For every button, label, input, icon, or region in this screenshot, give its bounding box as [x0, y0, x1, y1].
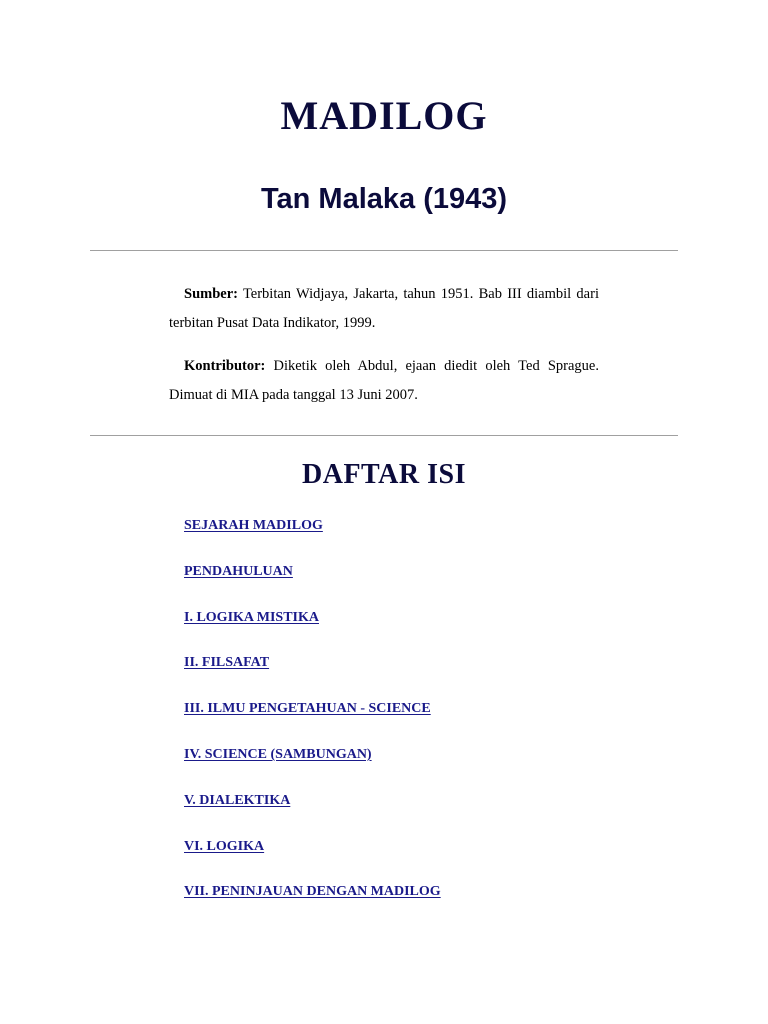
toc-link-science-sambungan[interactable]: IV. SCIENCE (SAMBUNGAN) — [184, 746, 372, 762]
source-text: Terbitan Widjaya, Jakarta, tahun 1951. Bab III diambil dari terbitan Pusat Data Indikator, 1999. — [169, 286, 599, 331]
toc-link-logika[interactable]: VI. LOGIKA — [184, 838, 265, 854]
toc-heading: DAFTAR ISI — [302, 459, 466, 490]
toc-item — [184, 653, 441, 699]
source-paragraph — [169, 280, 599, 337]
toc-link-sejarah-madilog[interactable]: SEJARAH MADILOG — [184, 518, 323, 533]
contributor-label: Kontributor: — [184, 358, 266, 374]
toc-item — [184, 745, 441, 791]
toc-item — [184, 791, 441, 837]
contributor-text: Diketik oleh Abdul, ejaan diedit oleh Ted Sprague. Dimuat di MIA pada tanggal 13 Juni 2007. — [169, 358, 599, 403]
toc-link-ilmu-pengetahuan[interactable]: III. ILMU PENGETAHUAN - SCIENCE — [184, 701, 431, 717]
toc-item — [184, 562, 441, 608]
top-divider — [90, 250, 678, 251]
toc-item — [184, 699, 441, 745]
toc-list — [184, 516, 441, 928]
toc-item — [184, 882, 441, 928]
toc-link-pendahuluan[interactable]: PENDAHULUAN — [184, 563, 293, 579]
page-title: MADILOG — [280, 93, 488, 138]
toc-link-filsafat[interactable]: II. FILSAFAT — [184, 655, 270, 671]
toc-item — [184, 516, 441, 562]
bottom-divider — [90, 435, 678, 436]
author-line: Tan Malaka (1943) — [260, 183, 508, 215]
toc-link-logika-mistika[interactable]: I. LOGIKA MISTIKA — [184, 609, 319, 625]
contributor-paragraph — [169, 352, 599, 409]
toc-item — [184, 837, 441, 883]
toc-item — [184, 608, 441, 654]
toc-link-dialektika[interactable]: V. DIALEKTIKA — [184, 792, 291, 808]
source-label: Sumber: — [184, 286, 238, 302]
toc-link-peninjauan[interactable]: VII. PENINJAUAN DENGAN MADILOG — [184, 884, 441, 900]
